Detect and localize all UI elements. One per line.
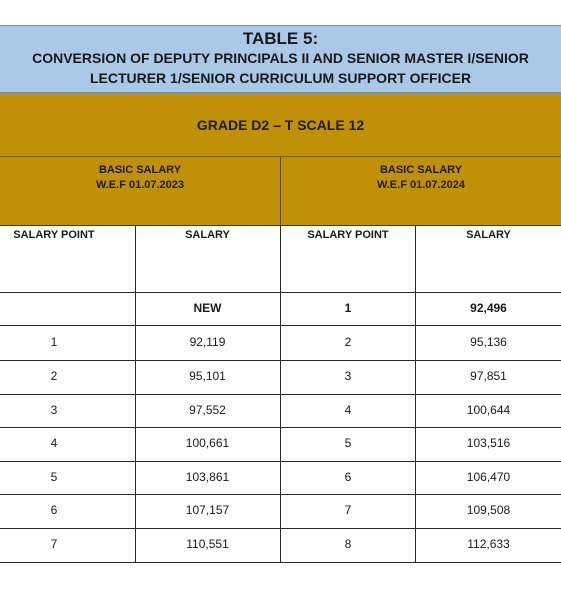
cell-salary-point-2024: 7 (344, 503, 352, 517)
basic-salary-2024-title: BASIC SALARY (379, 164, 463, 176)
cell-salary-2024: 106,470 (466, 470, 511, 484)
table-title-band (0, 25, 561, 93)
basic-salary-2023-date: W.E.F 01.07.2023 (95, 179, 185, 191)
table-subtitle-line-1: CONVERSION OF DEPUTY PRINCIPALS II AND SENIOR MASTER I/SENIOR (32, 50, 529, 66)
cell-salary-2023: 100,661 (185, 436, 230, 450)
cell-salary-2023: 95,101 (189, 369, 226, 383)
table-title: TABLE 5: (242, 29, 319, 48)
cell-salary-2024: 109,508 (466, 503, 511, 517)
cell-salary-2024: 92,496 (470, 301, 507, 315)
cell-salary-point-2024: 8 (344, 537, 352, 551)
column-header-salary-2024: SALARY (466, 229, 511, 241)
basic-salary-band (0, 157, 561, 225)
cell-salary-2023: 97,552 (189, 403, 226, 417)
column-header-salary-point-2023: SALARY POINT (13, 229, 95, 241)
table-subtitle-line-2: LECTURER 1/SENIOR CURRICULUM SUPPORT OFFICER (89, 70, 472, 86)
basic-salary-2024-header (281, 163, 561, 193)
cell-salary-2024: 103,516 (466, 436, 511, 450)
basic-salary-2023-title: BASIC SALARY (98, 164, 182, 176)
cell-salary-2023: 92,119 (189, 335, 226, 349)
cell-salary-point-2024: 1 (344, 301, 352, 315)
grade-band (0, 93, 561, 157)
cell-salary-2024: 100,644 (466, 403, 511, 417)
cell-salary-2024: 97,851 (470, 369, 507, 383)
basic-salary-2023-header (0, 163, 280, 193)
cell-salary-2023: 110,551 (186, 537, 229, 551)
cell-salary-point-2024: 4 (344, 403, 352, 417)
cell-salary-2023: 107,157 (185, 503, 230, 517)
cell-salary-point-2023: 7 (50, 537, 58, 551)
column-header-salary-point-2024: SALARY POINT (307, 229, 389, 241)
basic-salary-2024-date: W.E.F 01.07.2024 (376, 179, 466, 191)
cell-salary-point-2023: 1 (50, 335, 58, 349)
cell-salary-point-2023: 2 (50, 369, 58, 383)
cell-salary-point-2023: 6 (50, 503, 58, 517)
cell-salary-point-2023: 4 (50, 436, 58, 450)
cell-salary-2023: NEW (193, 301, 222, 315)
cell-salary-2024: 95,136 (470, 335, 507, 349)
cell-salary-2023: 103,861 (185, 470, 230, 484)
cell-salary-2024: 112,633 (467, 537, 510, 551)
column-header-salary-2023: SALARY (185, 229, 230, 241)
grade-label: GRADE D2 – T SCALE 12 (196, 117, 365, 133)
cell-salary-point-2024: 5 (344, 436, 352, 450)
cell-salary-point-2024: 3 (344, 369, 352, 383)
cell-salary-point-2024: 6 (344, 470, 352, 484)
cell-salary-point-2024: 2 (344, 335, 352, 349)
cell-salary-point-2023: 5 (50, 470, 58, 484)
cell-salary-point-2023: 3 (50, 403, 58, 417)
